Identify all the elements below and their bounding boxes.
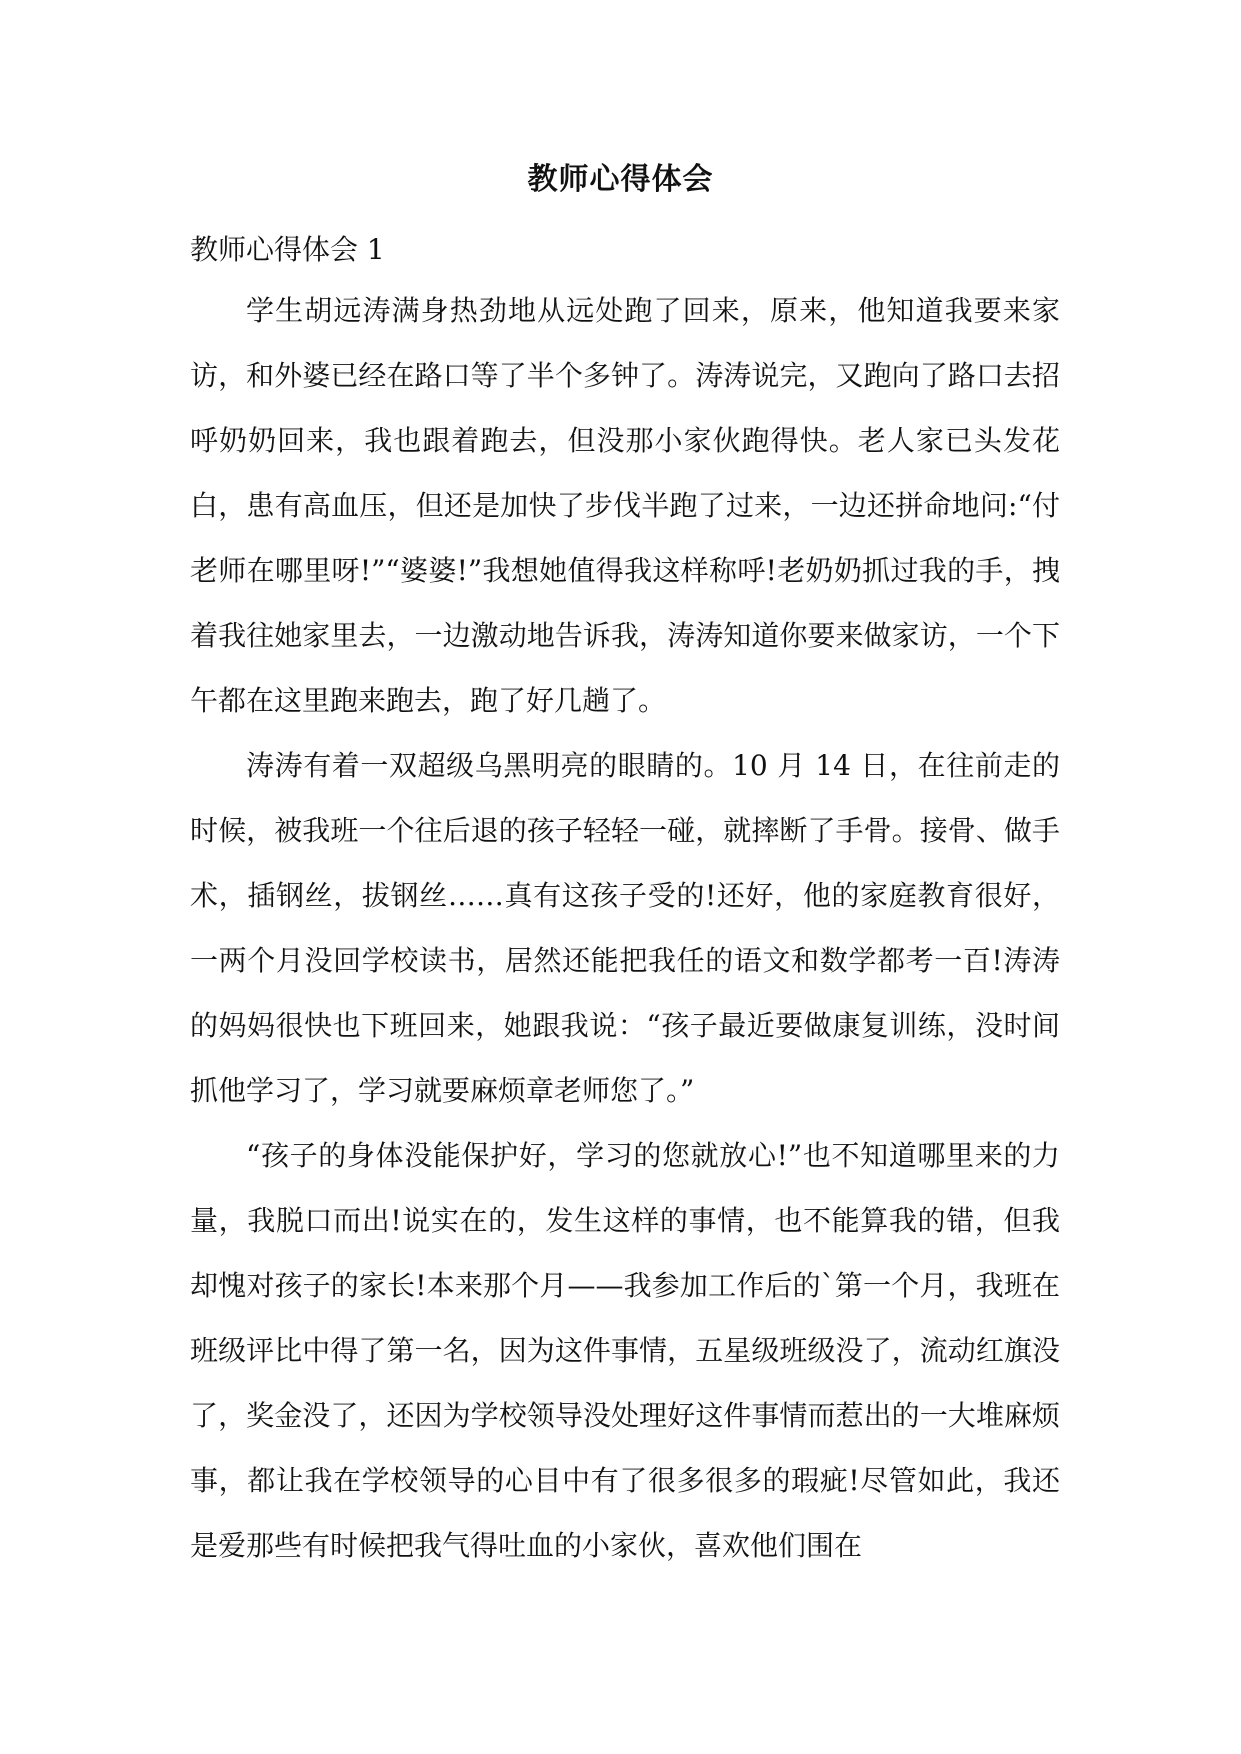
paragraph-3: “孩子的身体没能保护好，学习的您就放心!”也不知道哪里来的力量，我脱口而出!说实在的，发生这样的事情，也不能算我的错，但我却愧对孩子的家长!本来那个月——我参加工作后的`第一个月，我班在班级评比中得了第一名，因为这件事情，五星级班级没了，流动红旗没了，奖金没了，还因为学校领导没处理好这件事情而惹出的一大堆麻烦事，都让我在学校领导的心目中有了很多很多的瑕疵!尽管如此，我还是爱那些有时候把我气得吐血的小家伙，喜欢他们围在 bbox=[190, 1139, 1060, 1562]
document-title: 教师心得体会 bbox=[527, 162, 714, 197]
section-heading: 教师心得体会 1 bbox=[190, 233, 385, 266]
document-body bbox=[190, 226, 1060, 1578]
paragraph-1: 学生胡远涛满身热劲地从远处跑了回来，原来，他知道我要来家访，和外婆已经在路口等了半个多钟了。涛涛说完，又跑向了路口去招呼奶奶回来，我也跟着跑去，但没那小家伙跑得快。老人家已头发花白，患有高血压，但还是加快了步伐半跑了过来，一边还拼命地问:“付老师在哪里呀!”“婆婆!”我想她值得我这样称呼!老奶奶抓过我的手，拽着我往她家里去，一边激动地告诉我，涛涛知道你要来做家访，一个下午都在这里跑来跑去，跑了好几趟了。 bbox=[190, 294, 1060, 717]
paragraph-2: 涛涛有着一双超级乌黑明亮的眼睛的。10 月 14 日，在往前走的时候，被我班一个往后退的孩子轻轻一碰，就摔断了手骨。接骨、做手术，插钢丝，拔钢丝……真有这孩子受的!还好，他的家庭教育很好，一两个月没回学校读书，居然还能把我任的语文和数学都考一百!涛涛的妈妈很快也下班回来，她跟我说：“孩子最近要做康复训练，没时间抓他学习了，学习就要麻烦章老师您了。” bbox=[190, 749, 1060, 1107]
